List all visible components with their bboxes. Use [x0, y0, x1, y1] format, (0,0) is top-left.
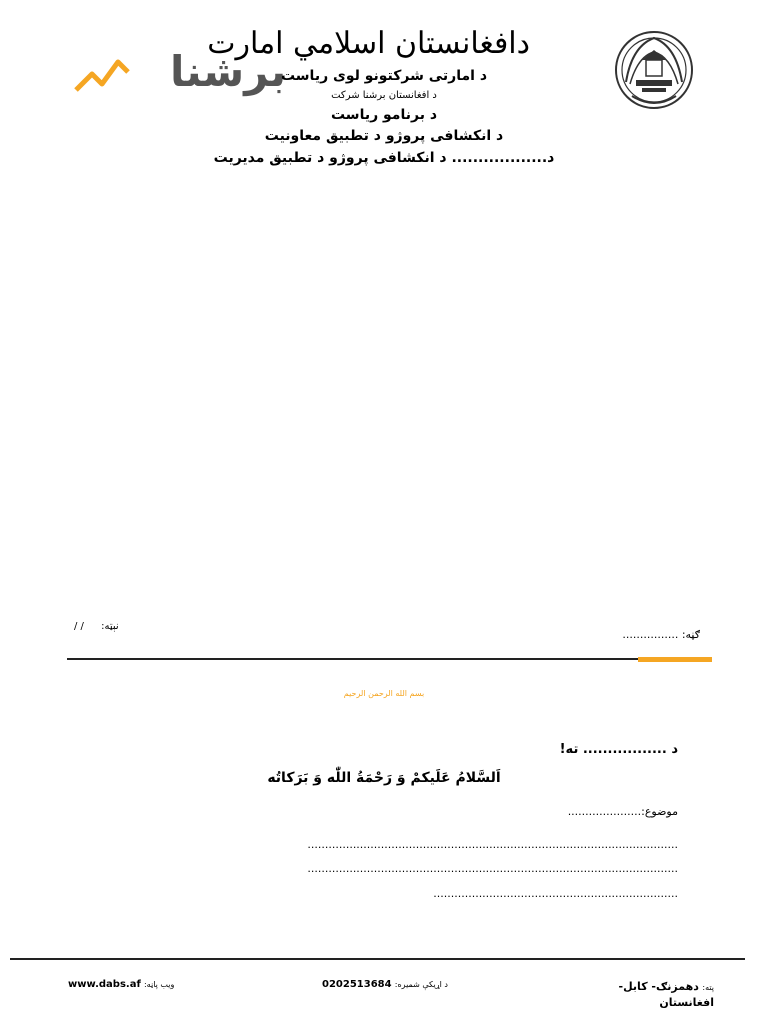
calligraphy-title: دافغانستان اسلامي امارت: [207, 26, 530, 61]
header-line-3: د برنامو ریاست: [330, 107, 438, 123]
number-value: ................: [622, 628, 679, 641]
header-line-1: د امارتی شرکتونو لوی ریاست: [280, 68, 488, 84]
phone-label: د اړیکې شمیره:: [394, 980, 448, 989]
footer-website: [68, 979, 174, 990]
header-line-4: د انکشافی پروژو د تطبیق معاونیت: [264, 128, 504, 144]
website-link[interactable]: www.dabs.af: [68, 979, 141, 990]
number-field: [622, 628, 700, 641]
number-label: ګڼه:: [681, 628, 700, 641]
phone-number: 0202513684: [322, 979, 392, 990]
divider-line: [67, 658, 639, 660]
body-line: ..........................................................................................................: [307, 838, 678, 851]
divider-accent: [638, 657, 712, 662]
address-text: دهمزنګ- کابل- افغانستان: [618, 980, 714, 1009]
date-value: / /: [74, 621, 84, 632]
body-line: ..........................................................................................................: [307, 862, 678, 875]
body-line: ......................................................................: [433, 887, 678, 900]
brand-logo-text: برشنا: [170, 47, 287, 96]
footer-phone: [322, 979, 448, 990]
address-label: پته:: [702, 983, 714, 992]
footer-address: [604, 979, 714, 1010]
header-line-5: د.................. د انکشافی پروژو د تطبیق مدیریت: [213, 150, 555, 166]
salutation: اَلسَّلامُ عَلَيكمْ وَ رَحْمَةُ اللّٰه وَ بَرَكاتُه: [267, 770, 501, 786]
date-label: نېټه:: [101, 621, 119, 632]
subject-label: موضوع:: [641, 805, 678, 818]
header-line-2: د افغانستان برشنا شرکت: [331, 90, 437, 101]
subject-field: [568, 805, 678, 818]
recipient-line: د ................. ته!: [559, 742, 678, 757]
bismillah: بسم الله الرحمن الرحيم: [343, 689, 425, 698]
website-label: ویب پاڼه:: [143, 980, 175, 989]
footer-divider: [10, 958, 745, 960]
date-field: [74, 621, 119, 632]
subject-value: .....................: [567, 805, 642, 818]
